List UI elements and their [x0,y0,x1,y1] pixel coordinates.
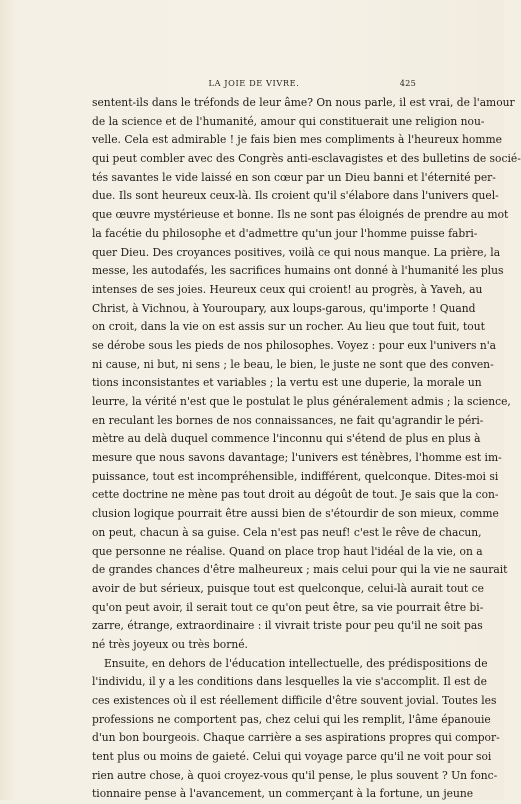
text-line: qui peut combler avec des Congrès anti-esclavagistes et des bulletins de socié- [92,152,521,166]
text-line: tions inconsistantes et variables ; la vertu est une duperie, la morale un [92,376,482,390]
text-line: mètre au delà duquel commence l'inconnu qui s'étend de plus en plus à [92,432,481,446]
text-line: messe, les autodafés, les sacrifices humains ont donné à l'humanité les plus [92,264,504,278]
text-line: quer Dieu. Des croyances positives, voilà ce qui nous manque. La prière, la [92,245,501,259]
text-line: mesure que nous savons davantage; l'univers est ténèbres, l'homme est im- [92,451,502,465]
text-line: d'un bon bourgeois. Chaque carrière a ses aspirations propres qui compor- [92,731,500,745]
text-line: tionnaire pense à l'avancement, un commerçant à la fortune, un jeune [92,787,474,801]
text-line: de la science et de l'humanité, amour qui constituerait une religion nou- [92,114,485,128]
running-header [92,78,416,92]
text-line: cette doctrine ne mène pas tout droit au dégoût de tout. Je sais que la con- [92,488,499,502]
text-line: clusion logique pourrait être aussi bien de s'étourdir de son mieux, comme [92,507,499,521]
text-line: due. Ils sont heureux ceux-là. Ils croient qu'il s'élabore dans l'univers quel- [92,189,499,203]
text-line: intenses de ses joies. Heureux ceux qui croient! au progrès, à Yaveh, au [92,282,483,296]
text-line: on peut, chacun à sa guise. Cela n'est pas neuf! c'est le rêve de chacun, [92,525,482,539]
text-line: tés savantes le vide laissé en son cœur par un Dieu banni et l'éternité per- [92,170,496,184]
text-line: on croit, dans la vie on est assis sur un rocher. Au lieu que tout fuit, tout [92,320,485,334]
text-line: en reculant les bornes de nos connaissances, ne fait qu'agrandir le péri- [92,413,484,427]
text-line: sentent-ils dans le tréfonds de leur âme? On nous parle, il est vrai, de l'amour [92,96,515,109]
text-line: leurre, la vérité n'est que le postulat le plus généralement admis ; la science, [92,395,511,408]
page-number: 425 [399,78,416,88]
text-line: la facétie du philosophe et d'admettre qu'un jour l'homme puisse fabri- [92,226,478,240]
text-line: avoir de but sérieux, puisque tout est quelconque, celui-là aurait tout ce [92,581,484,595]
text-line: Ensuite, en dehors de l'éducation intellectuelle, des prédispositions de [104,656,488,670]
text-line: Christ, à Vichnou, à Youroupary, aux loups-garous, qu'importe ! Quand [92,301,476,315]
text-line: puissance, tout est incompréhensible, indifférent, quelconque. Dites-moi si [92,469,499,483]
text-line: ces existences où il est réellement difficile d'être souvent jovial. Toutes les [92,694,497,707]
text-line: l'individu, il y a les conditions dans lesquelles la vie s'accomplit. Il est de [92,675,487,689]
text-line: se dérobe sous les pieds de nos philosophes. Voyez : pour eux l'univers n'a [92,338,497,352]
text-line: zarre, étrange, extraordinaire : il vivrait triste pour peu qu'il ne soit pas [92,619,483,633]
text-line: de grandes chances d'être malheureux ; mais celui pour qui la vie ne saurait [92,563,508,577]
text-line: qu'on peut avoir, il serait tout ce qu'on peut être, sa vie pourrait être bi- [92,600,484,614]
running-title: LA JOIE DE VIVRE. [208,78,300,88]
text-line: rien autre chose, à quoi croyez-vous qu'il pense, le plus souvent ? Un fonc- [92,768,498,782]
text-line: ni cause, ni but, ni sens ; le beau, le bien, le juste ne sont que des conven- [92,357,494,371]
text-line: que œuvre mystérieuse et bonne. Ils ne sont pas éloignés de prendre au mot [92,208,509,222]
text-line: professions ne comportent pas, chez celui qui les remplit, l'âme épanouie [92,712,491,726]
text-line: velle. Cela est admirable ! je fais bien mes compliments à l'heureux homme [92,133,502,147]
body-text [92,94,521,804]
text-line: né très joyeux ou très borné. [92,637,248,651]
text-line: tent plus ou moins de gaieté. Celui qui voyage parce qu'il ne voit pour soi [92,750,492,764]
text-line: que personne ne réalise. Quand on place trop haut l'idéal de la vie, on a [92,544,483,558]
